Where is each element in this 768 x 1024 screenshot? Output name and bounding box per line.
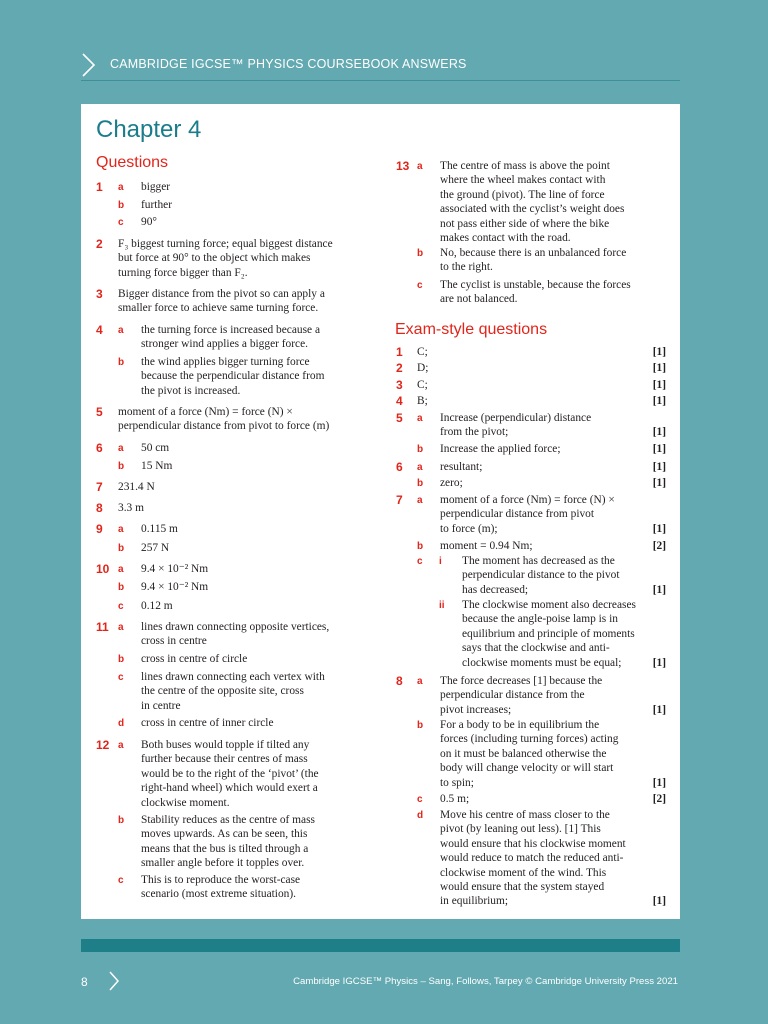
- mark-allocation: [1]: [652, 461, 666, 473]
- answer-text: 257 N: [141, 542, 170, 554]
- answer-row: [396, 246, 666, 275]
- part-letter: b: [118, 461, 125, 472]
- subpart-numeral: i: [439, 556, 442, 567]
- part-letter: b: [118, 582, 125, 593]
- part-letter: b: [417, 444, 424, 455]
- mark-allocation: [1]: [652, 443, 666, 455]
- page-number: 8: [81, 975, 88, 989]
- answer-text: lines drawn connecting each vertex with the centre of the opposite site, cross in centre: [141, 671, 325, 712]
- question-number: 5: [96, 405, 103, 419]
- part-letter: c: [118, 601, 124, 612]
- answer-text: Move his centre of mass closer to the pivot (by leaning out less). [1] This would ensure that his clockwise moment would reduce to match the reduced anti- clockwise moment of the wind. This would ensure that the system stayed in equilibrium;: [440, 809, 626, 908]
- question-number: 10: [96, 562, 110, 576]
- part-letter: b: [118, 200, 125, 211]
- answer-text: The cyclist is unstable, because the forces are not balanced.: [440, 279, 631, 306]
- mark-allocation: [2]: [652, 540, 666, 552]
- answer-text: Both buses would topple if tilted any further because their centres of mass would be to the right of the ‘pivot’ (the right-hand wheel) which would exert a clockwise moment.: [141, 739, 319, 809]
- answer-text: resultant;: [440, 461, 483, 473]
- answer-row: [96, 198, 378, 212]
- subpart-numeral: ii: [439, 600, 445, 611]
- footer-bar: [81, 939, 680, 952]
- question-number: 3: [396, 378, 403, 392]
- answer-row: [396, 159, 666, 245]
- answer-text: C;: [417, 379, 428, 391]
- answer-text: The centre of mass is above the point where the wheel makes contact with the ground (pivot). The line of force associated with the cyclist’s weight does not pass either side of where the bike makes contact with the road.: [440, 160, 625, 245]
- answer-text: Increase (perpendicular) distance from the pivot;: [440, 412, 592, 439]
- mark-allocation: [1]: [652, 583, 666, 596]
- answer-text: cross in centre of circle: [141, 653, 248, 665]
- part-letter: a: [118, 524, 124, 535]
- question-number: 5: [396, 411, 403, 425]
- mark-allocation: [1]: [652, 395, 666, 407]
- answer-text: 231.4 N: [118, 481, 155, 493]
- part-letter: c: [417, 280, 423, 291]
- answer-row: [396, 493, 666, 536]
- part-letter: b: [118, 357, 125, 368]
- answer-text: D;: [417, 362, 429, 374]
- part-letter: a: [118, 622, 124, 633]
- answer-row: [96, 405, 378, 434]
- chapter-title: Chapter 4: [96, 116, 202, 143]
- part-letter: b: [118, 654, 125, 665]
- answer-row: [96, 580, 378, 594]
- answer-text: No, because there is an unbalanced force to the right.: [440, 247, 627, 274]
- mark-allocation: [1]: [652, 656, 666, 669]
- mark-allocation: [1]: [652, 346, 666, 358]
- question-number: 9: [96, 522, 103, 536]
- answer-row: [396, 539, 666, 553]
- answer-text: Bigger distance from the pivot so can apply a smaller force to achieve same turning force.: [118, 288, 325, 315]
- mark-allocation: [1]: [652, 522, 666, 535]
- answer-text: moment of a force (Nm) = force (N) × perpendicular distance from pivot to force (m);: [440, 494, 615, 535]
- answer-row: [96, 441, 378, 455]
- answer-text: For a body to be in equilibrium the forces (including turning forces) acting on it must be balanced otherwise the body will change velocity or will start to spin;: [440, 719, 619, 789]
- answer-text: The clockwise moment also decreases because the angle-poise lamp is in equilibrium and principle of moments says that the clockwise and anti- clockwise moments must be equal;: [462, 599, 636, 669]
- answer-text: 0.12 m: [141, 600, 173, 612]
- question-number: 7: [396, 493, 403, 507]
- answer-text: cross in centre of inner circle: [141, 717, 274, 729]
- answer-row: [96, 599, 378, 613]
- answer-row: [96, 813, 378, 871]
- mark-allocation: [2]: [652, 793, 666, 805]
- answer-row: [396, 411, 666, 440]
- answer-row: [96, 287, 378, 316]
- mark-allocation: [1]: [652, 776, 666, 789]
- mark-allocation: [1]: [652, 426, 666, 439]
- answer-text: C;: [417, 346, 428, 358]
- answer-row: [96, 237, 378, 280]
- answer-row: [96, 562, 378, 576]
- question-number: 8: [96, 501, 103, 515]
- answer-row: [96, 215, 378, 229]
- question-number: 6: [396, 460, 403, 474]
- answer-text: 9.4 × 10⁻² Nm: [141, 563, 209, 575]
- part-letter: c: [118, 875, 124, 886]
- part-letter: b: [417, 720, 424, 731]
- answer-row: [96, 355, 378, 398]
- answer-text: further: [141, 199, 172, 211]
- part-letter: d: [417, 810, 424, 821]
- answer-row: [96, 522, 378, 536]
- question-number: 1: [396, 345, 403, 359]
- answer-row: [396, 378, 666, 392]
- answer-text: Stability reduces as the centre of mass moves upwards. As can be seen, this means that the bus is tilted through a smaller angle before it topples over.: [141, 814, 315, 870]
- part-letter: b: [417, 541, 424, 552]
- answer-row: [96, 501, 378, 515]
- answer-row: [396, 361, 666, 375]
- answer-row: [396, 278, 666, 307]
- question-number: 12: [96, 738, 110, 752]
- answer-text: moment of a force (Nm) = force (N) × perpendicular distance from pivot to force (m): [118, 406, 330, 433]
- answer-text: Increase the applied force;: [440, 443, 561, 455]
- mark-allocation: [1]: [652, 703, 666, 716]
- question-number: 8: [396, 674, 403, 688]
- answer-row: [96, 323, 378, 352]
- question-number: 13: [396, 159, 410, 173]
- part-letter: b: [417, 248, 424, 259]
- part-letter: c: [118, 217, 124, 228]
- answer-text: F₃ biggest turning force; equal biggest distance but force at 90° to the object which makes turning force bigger than F₂.: [118, 238, 333, 279]
- part-letter: a: [118, 443, 124, 454]
- part-letter: b: [118, 815, 125, 826]
- mark-allocation: [1]: [652, 362, 666, 374]
- answer-text: B;: [417, 395, 428, 407]
- answer-text: zero;: [440, 477, 463, 489]
- exam-style-heading: Exam-style questions: [395, 321, 548, 338]
- mark-allocation: [1]: [652, 895, 666, 908]
- answer-text: moment = 0.94 Nm;: [440, 540, 533, 552]
- question-number: 4: [396, 394, 403, 408]
- answer-row: [396, 674, 666, 717]
- question-number: 3: [96, 287, 103, 301]
- answer-row: [396, 476, 666, 490]
- part-letter: a: [417, 495, 423, 506]
- answer-text: the turning force is increased because a stronger wind applies a bigger force.: [141, 324, 321, 351]
- question-number: 7: [96, 480, 103, 494]
- answer-text: 3.3 m: [118, 502, 144, 514]
- answer-text: lines drawn connecting opposite vertices, cross in centre: [141, 621, 330, 648]
- part-letter: a: [118, 182, 124, 193]
- part-letter: a: [417, 676, 423, 687]
- question-number: 2: [96, 237, 103, 251]
- part-letter: a: [417, 413, 423, 424]
- answer-row: [96, 541, 378, 555]
- answer-text: 0.5 m;: [440, 793, 470, 805]
- footer-credit: Cambridge IGCSE™ Physics – Sang, Follows, Tarpey © Cambridge University Press 2021: [293, 976, 678, 987]
- part-letter: b: [417, 478, 424, 489]
- answer-text: 50 cm: [141, 442, 170, 454]
- header-rule: [81, 80, 680, 81]
- part-letter: b: [118, 543, 125, 554]
- mark-allocation: [1]: [652, 477, 666, 489]
- mark-allocation: [1]: [652, 379, 666, 391]
- answer-text: 90°: [141, 216, 157, 228]
- part-letter: a: [417, 161, 423, 172]
- answer-row: [96, 873, 378, 902]
- answer-row: [396, 345, 666, 359]
- answer-row: [96, 738, 378, 810]
- answer-text: 9.4 × 10⁻² Nm: [141, 581, 209, 593]
- answer-text: The moment has decreased as the perpendicular distance to the pivot has decreased;: [462, 555, 620, 596]
- part-letter: a: [118, 740, 124, 751]
- question-number: 6: [96, 441, 103, 455]
- part-letter: a: [118, 325, 124, 336]
- answer-text: 0.115 m: [141, 523, 178, 535]
- answer-text: bigger: [141, 181, 171, 193]
- answer-text: The force decreases [1] because the perpendicular distance from the pivot increases;: [440, 675, 603, 716]
- answer-row: [96, 652, 378, 666]
- answer-row: [396, 394, 666, 408]
- answer-row: [96, 716, 378, 730]
- answer-row: [96, 670, 378, 713]
- answer-row: [96, 620, 378, 649]
- chevron-right-icon: [78, 52, 100, 78]
- answer-row: [96, 480, 378, 494]
- question-number: 11: [96, 620, 109, 634]
- answer-text: 15 Nm: [141, 460, 173, 472]
- question-number: 2: [396, 361, 403, 375]
- answer-row: [396, 792, 666, 806]
- question-number: 1: [96, 180, 103, 194]
- part-letter: c: [417, 556, 423, 567]
- part-letter: c: [118, 672, 124, 683]
- answer-row: [396, 808, 666, 909]
- part-letter: d: [118, 718, 125, 729]
- answer-text: the wind applies bigger turning force because the perpendicular distance from the pivot is increased.: [141, 356, 325, 397]
- answer-row: [96, 180, 378, 194]
- answer-row: [396, 598, 666, 670]
- next-page-chevron-icon[interactable]: [106, 970, 122, 992]
- answer-row: [96, 459, 378, 473]
- answer-text: This is to reproduce the worst-case scenario (most extreme situation).: [141, 874, 301, 901]
- part-letter: c: [417, 794, 423, 805]
- answer-row: [396, 442, 666, 456]
- part-letter: a: [417, 462, 423, 473]
- answer-row: [396, 460, 666, 474]
- part-letter: a: [118, 564, 124, 575]
- running-header-title: CAMBRIDGE IGCSE™ PHYSICS COURSEBOOK ANSWERS: [110, 57, 467, 71]
- answer-row: [396, 554, 666, 597]
- questions-heading: Questions: [96, 154, 169, 171]
- question-number: 4: [96, 323, 103, 337]
- answer-row: [396, 718, 666, 790]
